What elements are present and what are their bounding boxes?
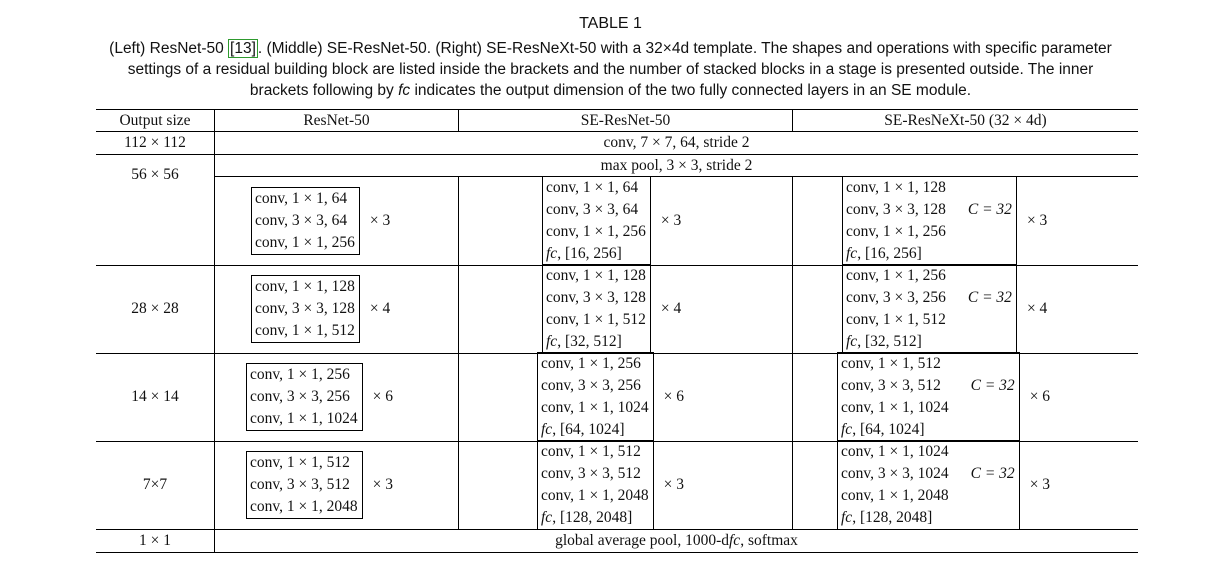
se-resnet50-block-conv3 xyxy=(542,265,681,353)
se-fc-spec: fc, [64, 1024] xyxy=(841,421,925,438)
layer-spec: conv, 1 × 1, 2048 xyxy=(841,487,949,504)
layer-spec: conv, 1 × 1, 512 xyxy=(841,355,941,372)
se-resnext50-block-conv3 xyxy=(842,265,1047,353)
se-resnet50-block-conv5 xyxy=(537,441,684,529)
repeat-count: × 3 xyxy=(1029,476,1051,493)
bracket xyxy=(246,451,363,519)
repeat-count: × 3 xyxy=(369,212,391,229)
bracket xyxy=(246,363,363,431)
output-size-conv1: 112 × 112 xyxy=(124,134,186,151)
header-se-resnext50: SE-ResNeXt-50 (32 × 4d) xyxy=(884,111,1047,129)
se-fc-spec: fc, [16, 256] xyxy=(846,245,922,262)
fc-dims: [64, 1024] xyxy=(859,421,925,438)
output-size-conv2 xyxy=(96,177,214,265)
table-number: TABLE 1 xyxy=(579,15,642,32)
final-layer xyxy=(215,530,1138,552)
bracket xyxy=(251,187,360,255)
fc-label: fc xyxy=(541,509,553,526)
se-fc-spec: fc, [32, 512] xyxy=(546,333,622,350)
bracket xyxy=(542,176,651,266)
cardinality: C = 32 xyxy=(970,377,1015,394)
resnet50-block-conv5 xyxy=(246,452,393,518)
rule-bottom xyxy=(96,552,1138,553)
repeat-count: × 3 xyxy=(663,476,684,493)
repeat-count: × 4 xyxy=(369,300,391,317)
fc-dims: [64, 1024] xyxy=(559,421,625,438)
layer-spec: conv, 1 × 1, 1024 xyxy=(841,443,949,460)
layer-spec: conv, 1 × 1, 64 xyxy=(255,190,348,207)
fc-dims: [128, 2048] xyxy=(859,509,933,526)
layer-spec: conv, 1 × 1, 256 xyxy=(250,366,350,383)
caption-line2: settings of a residual building block are listed inside the brackets and the number of stacked blocks in a stage is presented outside. The inner xyxy=(127,61,1094,78)
layer-spec: conv, 3 × 3, 256 xyxy=(846,289,946,306)
se-fc-spec: fc, [128, 2048] xyxy=(541,509,633,526)
repeat-count: × 4 xyxy=(1026,300,1048,317)
fc-dims: [16, 256] xyxy=(564,245,622,262)
layer-spec: conv, 1 × 1, 2048 xyxy=(250,498,358,515)
fc-label: fc xyxy=(546,245,558,262)
se-resnext50-block-conv2 xyxy=(842,177,1047,265)
fc-dims: [16, 256] xyxy=(864,245,922,262)
repeat-count: × 3 xyxy=(660,212,682,229)
header-se-resnet50: SE-ResNet-50 xyxy=(580,111,671,129)
fc-label: fc xyxy=(841,509,853,526)
bracket xyxy=(542,264,651,354)
repeat-count: × 6 xyxy=(663,388,684,405)
caption-fc: fc xyxy=(398,82,411,99)
layer-spec: conv, 3 × 3, 64 xyxy=(255,212,348,229)
layer-spec: conv, 3 × 3, 1024 xyxy=(841,465,949,482)
repeat-count: × 4 xyxy=(660,300,682,317)
cardinality: C = 32 xyxy=(967,289,1012,306)
layer-spec: conv, 1 × 1, 128 xyxy=(255,278,355,295)
se-resnet50-block-conv4 xyxy=(537,353,684,441)
layer-spec: conv, 3 × 3, 64 xyxy=(546,201,639,218)
layer-spec: conv, 3 × 3, 256 xyxy=(250,388,350,405)
repeat-count: × 6 xyxy=(372,388,393,405)
layer-spec: conv, 1 × 1, 256 xyxy=(255,234,355,251)
final-pre: global average pool, 1000-d xyxy=(555,532,729,549)
repeat-count: × 3 xyxy=(1026,212,1048,229)
cardinality: C = 32 xyxy=(967,201,1012,218)
layer-spec: conv, 1 × 1, 1024 xyxy=(841,399,949,416)
layer-spec: conv, 1 × 1, 64 xyxy=(546,179,639,196)
layer-spec: conv, 1 × 1, 256 xyxy=(846,267,946,284)
layer-spec: conv, 1 × 1, 1024 xyxy=(541,399,649,416)
output-size-conv5: 7×7 xyxy=(142,476,168,493)
se-resnext50-block-conv4 xyxy=(837,353,1050,441)
citation-link[interactable]: [13] xyxy=(230,40,256,57)
bracket xyxy=(537,352,654,442)
layer-spec: conv, 1 × 1, 256 xyxy=(541,355,641,372)
layer-spec: conv, 1 × 1, 2048 xyxy=(541,487,649,504)
se-fc-spec: fc, [128, 2048] xyxy=(841,509,933,526)
fc-label: fc xyxy=(846,333,858,350)
final-fc: fc xyxy=(729,532,741,549)
se-fc-spec: fc, [16, 256] xyxy=(546,245,622,262)
layer-spec: conv, 3 × 3, 128 xyxy=(846,201,946,218)
bracket xyxy=(842,264,1017,354)
fc-label: fc xyxy=(846,245,858,262)
caption-line1-pre: (Left) ResNet-50 xyxy=(109,40,229,57)
bracket xyxy=(537,440,654,530)
layer-spec: conv, 3 × 3, 512 xyxy=(250,476,350,493)
final-post: , softmax xyxy=(740,532,798,549)
layer-spec: conv, 1 × 1, 512 xyxy=(255,322,355,339)
repeat-count: × 6 xyxy=(1029,388,1051,405)
layer-spec: conv, 3 × 3, 128 xyxy=(546,289,646,306)
layer-spec: conv, 1 × 1, 256 xyxy=(846,223,946,240)
layer-spec: conv, 3 × 3, 512 xyxy=(541,465,641,482)
bracket xyxy=(837,352,1020,442)
layer-spec: conv, 3 × 3, 512 xyxy=(841,377,941,394)
header-output-size: Output size xyxy=(119,111,191,129)
output-size-conv2: 56 × 56 xyxy=(131,166,179,183)
resnet50-block-conv4 xyxy=(246,364,393,430)
output-size-conv3: 28 × 28 xyxy=(131,300,179,317)
caption-line3-pre: brackets following by xyxy=(249,82,399,99)
fc-dims: [32, 512] xyxy=(564,333,622,350)
se-fc-spec: fc, [32, 512] xyxy=(846,333,922,350)
layer-spec: conv, 1 × 1, 512 xyxy=(541,443,641,460)
resnet50-block-conv2 xyxy=(251,188,390,254)
fc-dims: [128, 2048] xyxy=(559,509,633,526)
layer-spec: conv, 1 × 1, 128 xyxy=(546,267,646,284)
bracket xyxy=(837,440,1020,530)
bracket xyxy=(251,275,360,343)
header-resnet50: ResNet-50 xyxy=(303,111,370,129)
stem-max-pool: max pool, 3 × 3, stride 2 xyxy=(600,156,753,174)
layer-spec: conv, 1 × 1, 512 xyxy=(846,311,946,328)
fc-dims: [32, 512] xyxy=(864,333,922,350)
output-size-conv4: 14 × 14 xyxy=(131,388,179,405)
bracket xyxy=(842,176,1017,266)
layer-spec: conv, 1 × 1, 512 xyxy=(546,311,646,328)
layer-spec: conv, 3 × 3, 128 xyxy=(255,300,355,317)
layer-spec: conv, 3 × 3, 256 xyxy=(541,377,641,394)
fc-label: fc xyxy=(841,421,853,438)
rule-col2 xyxy=(458,176,459,529)
caption-line3-post: indicates the output dimension of the two fully connected layers in an SE module. xyxy=(410,82,972,99)
caption-line1-post: . (Middle) SE-ResNet-50. (Right) SE-ResNeXt-50 with a 32×4d template. The shapes and operations with specific parameter xyxy=(257,40,1112,57)
cardinality: C = 32 xyxy=(970,465,1015,482)
layer-spec: conv, 1 × 1, 512 xyxy=(250,454,350,471)
fc-label: fc xyxy=(541,421,553,438)
layer-spec: conv, 1 × 1, 1024 xyxy=(250,410,358,427)
resnet50-block-conv3 xyxy=(251,276,390,342)
se-resnet50-block-conv2 xyxy=(542,177,681,265)
se-fc-spec: fc, [64, 1024] xyxy=(541,421,625,438)
fc-label: fc xyxy=(546,333,558,350)
layer-spec: conv, 1 × 1, 256 xyxy=(546,223,646,240)
table-caption xyxy=(8,38,1213,101)
rule-col3 xyxy=(792,176,793,529)
layer-spec: conv, 1 × 1, 128 xyxy=(846,179,946,196)
repeat-count: × 3 xyxy=(372,476,393,493)
stem-conv: conv, 7 × 7, 64, stride 2 xyxy=(603,134,750,151)
se-resnext50-block-conv5 xyxy=(837,441,1050,529)
output-size-fc: 1 × 1 xyxy=(139,532,171,549)
